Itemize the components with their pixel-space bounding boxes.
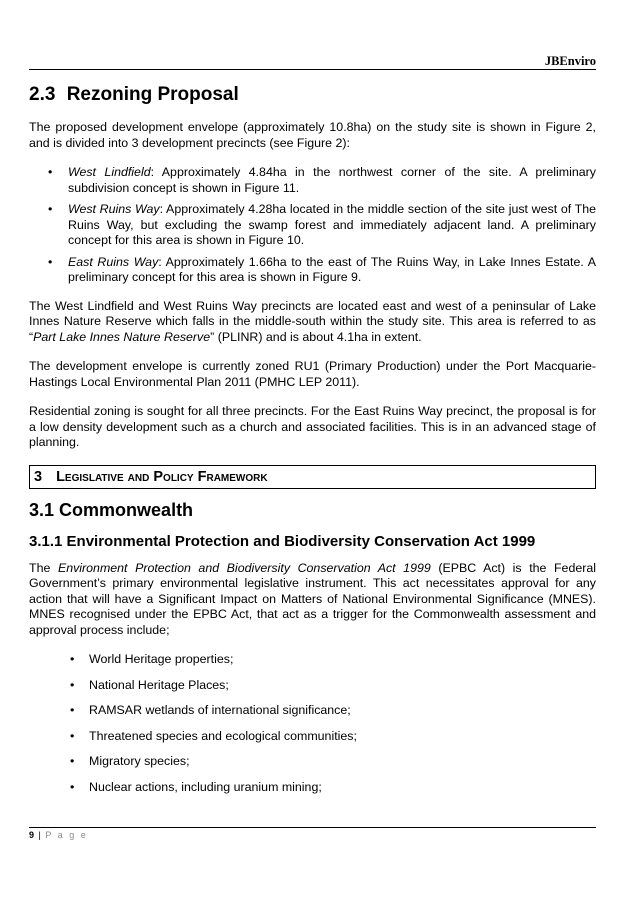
- page-number: 9: [29, 830, 35, 840]
- epbc-prefix: The: [29, 560, 58, 575]
- section-heading-2-3: [29, 84, 596, 106]
- list-item: [29, 780, 596, 796]
- section-title: Environmental Protection and Biodiversity Conservation Act 1999: [66, 532, 536, 550]
- list-item: [29, 754, 596, 770]
- list-item: [29, 255, 596, 286]
- plinr-paragraph: [29, 299, 596, 346]
- bullet-icon: •: [48, 254, 53, 269]
- list-item: [29, 165, 596, 196]
- footer-rule: [29, 827, 596, 828]
- mnes-item: World Heritage properties;: [89, 652, 234, 666]
- list-item: [29, 703, 596, 719]
- list-item: [29, 729, 596, 745]
- precinct-term: West Ruins Way: [68, 202, 160, 216]
- plinr-text-after: ” (PLINR) and is about 4.1ha in extent.: [210, 329, 422, 344]
- mnes-item: Migratory species;: [89, 754, 190, 768]
- precinct-list: [29, 165, 596, 286]
- mnes-item: Nuclear actions, including uranium mining;: [89, 779, 322, 794]
- mnes-list: [29, 652, 596, 795]
- page-footer: [29, 830, 88, 840]
- bullet-icon: •: [70, 703, 75, 717]
- bullet-icon: •: [70, 728, 75, 743]
- plinr-text-before: The West Lindfield and West Ruins Way precincts are located east and west of a peninsular of Lake Innes Nature Reserve which falls in the middle-south within the study site. This area is referred to as “: [29, 298, 596, 344]
- rezoning-intro: The proposed development envelope (approximately 10.8ha) on the study site is shown in Figure 2, and is divided into 3 development precincts (see Figure 2):: [29, 120, 596, 150]
- epbc-paragraph: [29, 561, 596, 639]
- section-heading-3-1: [29, 499, 596, 521]
- zoning-paragraph: The development envelope is currently zoned RU1 (Primary Production) under the Port Macquarie-Hastings Local Environmental Plan 2011 (PMHC LEP 2011).: [29, 359, 596, 389]
- chapter-heading-3: [29, 465, 596, 489]
- residential-paragraph: Residential zoning is sought for all three precincts. For the East Ruins Way precinct, the proposal is for a low density development such as a church and associated facilities. This is in an advanced stage of planning.: [29, 404, 596, 449]
- precinct-text: : Approximately 1.66ha to the east of The Ruins Way, in Lake Innes Estate. A preliminary concept for this area is shown in Figure 9.: [68, 254, 596, 284]
- header-brand: JBEnviro: [544, 54, 596, 68]
- bullet-icon: •: [70, 677, 75, 692]
- list-item: [29, 678, 596, 694]
- section-number: 3.1: [29, 499, 55, 520]
- mnes-item: National Heritage Places;: [89, 677, 229, 692]
- section-title: Rezoning Proposal: [66, 84, 239, 105]
- bullet-icon: •: [48, 165, 53, 179]
- mnes-item: Threatened species and ecological communities;: [89, 728, 357, 743]
- section-number: 2.3: [29, 84, 56, 105]
- mnes-item: RAMSAR wetlands of international significance;: [89, 703, 351, 717]
- plinr-italic: Part Lake Innes Nature Reserve: [33, 329, 211, 344]
- section-number: 3.1.1: [29, 532, 63, 550]
- chapter-number: 3: [34, 468, 43, 485]
- epbc-act-name: Environment Protection and Biodiversity Conservation Act 1999: [57, 560, 431, 575]
- bullet-icon: •: [70, 652, 75, 666]
- precinct-term: East Ruins Way: [68, 254, 159, 269]
- list-item: [29, 202, 596, 249]
- precinct-text: : Approximately 4.28ha located in the middle section of the site just west of The Ruins Way, but excluding the swamp forest and immediately adjacent land. A preliminary concept for this area is shown in Figure 10.: [68, 202, 596, 247]
- page-content: [29, 84, 596, 805]
- precinct-term: West Lindfield: [68, 165, 151, 179]
- page-word: P a g e: [45, 830, 88, 840]
- header-rule: [29, 69, 596, 70]
- bullet-icon: •: [48, 202, 53, 216]
- bullet-icon: •: [70, 779, 75, 794]
- list-item: [29, 652, 596, 668]
- chapter-title: Legislative and Policy Framework: [56, 468, 268, 485]
- section-heading-3-1-1: [29, 533, 596, 551]
- section-title: Commonwealth: [59, 499, 194, 520]
- epbc-rest: (EPBC Act) is the Federal Government’s primary environmental legislative instrument. This act necessitates approval for any action that will have a Significant Impact on Matters of National Environmental Significance (MNES). MNES recognised under the EPBC Act, that act as a trigger for the Commonwealth assessment and approval process include;: [29, 560, 597, 637]
- footer-separator: |: [38, 830, 41, 840]
- precinct-text: : Approximately 4.84ha in the northwest corner of the site. A preliminary subdivision concept is shown in Figure 11.: [68, 165, 596, 195]
- bullet-icon: •: [70, 754, 75, 768]
